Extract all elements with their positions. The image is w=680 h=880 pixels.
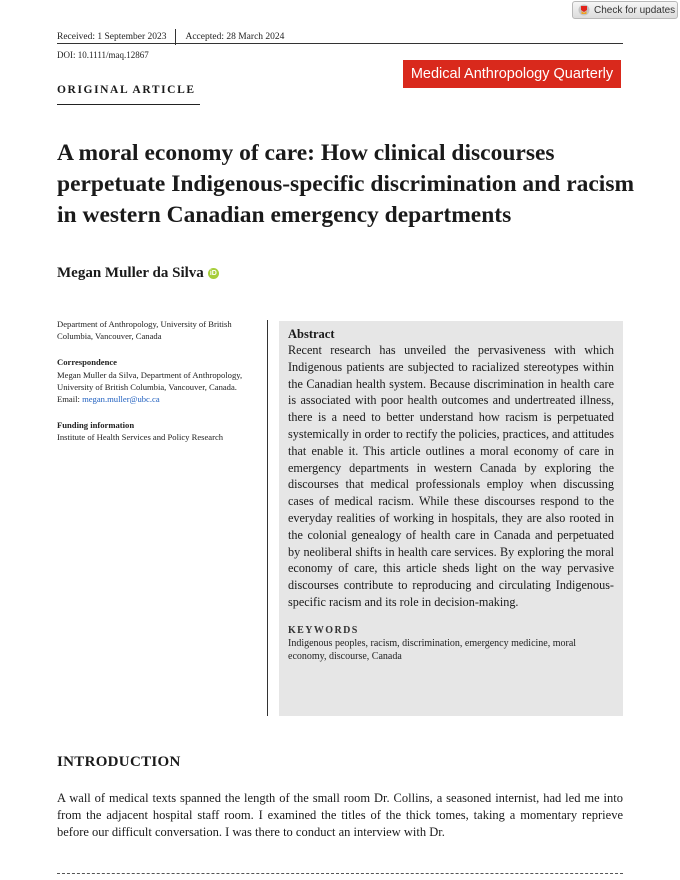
header-rule [57, 43, 623, 44]
author-name[interactable]: Megan Muller da Silva [57, 265, 204, 281]
check-for-updates-button[interactable] [572, 1, 678, 19]
received-date: Received: 1 September 2023 [57, 32, 167, 42]
column-divider [267, 320, 268, 716]
abstract-text: Recent research has unveiled the pervasiveness with which Indigenous patients are subjected to racialized stereotypes within the Canadian health system. Because discrimination in health care is associated with poor health outcomes and undertreated illness, there is a need to better understand how racism is perpetuated systemically in order to rectify the policies, practices, and attitudes that enable it. This article outlines a moral economy of care in emergency departments in western Canada by exploring the discourses that medical professionals employ when discussing cases of medical racism. While these discourses respond to the everyday realities of working in hospitals, they are also rooted in the colonial genealogy of health care in Canada and perpetuated by neoliberal shifts in health care services. By exploring the moral economy of care, this article sheds light on the way pervasive discourses contribute to reproducing and circulating Indigenous-specific racism and its role in decision-making. [288, 343, 614, 609]
page-bottom-rule [57, 873, 623, 874]
correspondence-heading: Correspondence [57, 357, 117, 368]
email-line [57, 393, 262, 405]
funding-heading: Funding information [57, 420, 135, 431]
accepted-date: Accepted: 28 March 2024 [185, 32, 285, 42]
orcid-icon[interactable]: iD [209, 270, 217, 277]
article-type-rule [57, 104, 200, 105]
crossmark-icon [578, 4, 590, 16]
affiliation: Department of Anthropology, University of British Columbia, Vancouver, Canada [57, 319, 232, 342]
check-for-updates-label: Check for updates [594, 4, 676, 16]
correspondence-text: Megan Muller da Silva, Department of Anthropology, University of British Columbia, Vancouver, Canada. [57, 369, 243, 392]
article-type: ORIGINAL ARTICLE [57, 84, 196, 96]
article-info-column [57, 318, 262, 458]
introduction-text: A wall of medical texts spanned the length of the small room Dr. Collins, a seasoned internist, had led me into from the adjacent hospital staff room. I examined the titles of the thick tomes, taking a momentary reprieve before our difficult conversation. I was there to conduct an interview with Dr. [57, 791, 623, 839]
email-label: Email: [57, 394, 83, 405]
journal-banner: Medical Anthropology Quarterly [403, 60, 621, 88]
abstract-box [279, 321, 623, 716]
introduction-heading: INTRODUCTION [57, 754, 181, 770]
abstract-heading: Abstract [288, 327, 335, 341]
funding-text: Institute of Health Services and Policy Research [57, 432, 224, 443]
keywords-heading: KEYWORDS [288, 624, 359, 636]
correspondence-block [57, 356, 262, 405]
funding-block [57, 419, 262, 443]
article-title: A moral economy of care: How clinical discourses perpetuate Indigenous-specific discrimination and racism in western Canadian emergency departments [57, 140, 635, 228]
author-line [57, 265, 219, 282]
keywords-text: Indigenous peoples, racism, discrimination, emergency medicine, moral economy, discourse, Canada [288, 637, 577, 663]
doi: DOI: 10.1111/maq.12867 [57, 50, 149, 60]
email-link[interactable]: megan.muller@ubc.ca [82, 394, 160, 405]
